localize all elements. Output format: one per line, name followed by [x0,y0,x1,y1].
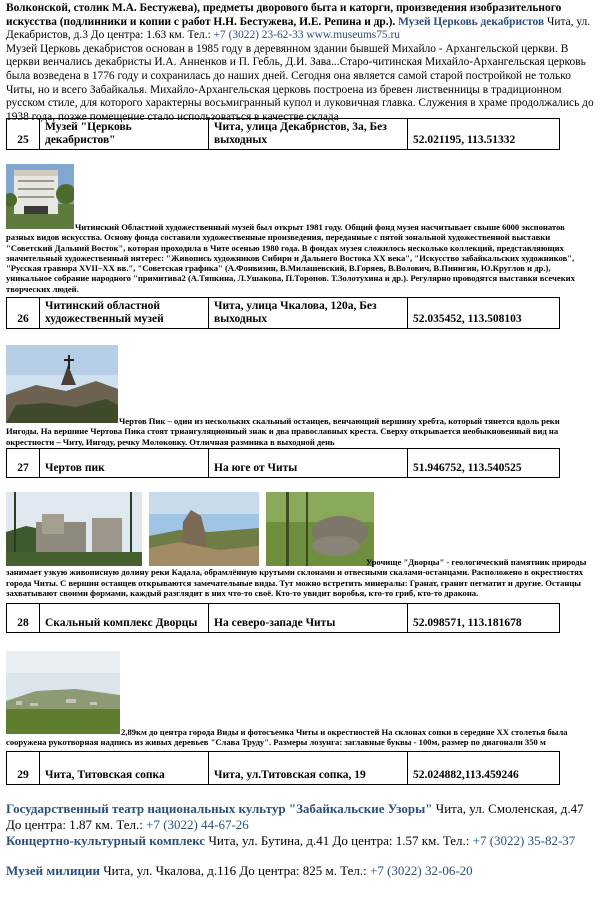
entry-26-table [6,297,594,329]
listing-theatre [6,801,594,833]
museum-site[interactable]: www.museums75.ru [306,29,400,42]
entry-name: Скальный комплекс Дворцы [40,604,209,633]
footer-listings [6,801,594,879]
entry-address: Чита, улица Декабристов, 3а, Без выходных [209,119,408,150]
entry-26 [6,164,594,294]
entry-description: Читинский Областной художественный музей был открыт 1981 году. Общий фонд музея насчитывает свыше 6000 экспонатов разных видов искусства. Основу фонда составили художественные произведения, переданные с пятой зональной художественной выставки "Советский Дальний Восток", которая проходила в Чите осенью 1980 года. В фондах музея сложилось несколько коллекций, представляющих значительный художественный интерес: "Живопись художников Сибири и Дальнего Востока XX века", "Искусство забайкальских художников", "Русская гравюра XVII–XX вв.", "Советская графика" (А.Фонвизин, В.Милашевский, В.Горяев, В.Волович, В.Пинигин, Ю.Круглов и др.), уникальное собрание народного "примитива2 (А.Тяпкина, Л.Ушакова, П.Торопов. Т.Золотухина и др.). Регулярно проводятся выставки всечеких творческих людей. [6,222,575,294]
listing-phone[interactable]: +7 (3022) 32-06-20 [370,863,473,878]
entry-28 [6,492,594,598]
dvortsy-photo-1 [6,492,142,566]
intro-line1: Волконской, столик М.А. Бестужева), предметы дворового быта и каторги, произведения изобразительного искусства (подлинники и копии с работ Н.Н. Бестужева, И.Е. Репина и др.). [6,2,562,28]
intro-body: Музей Церковь декабристов основан в 1985 году в деревянном здании бывшей Михайло - Архангельской церкви. В церкви венчались декабристы И.А. Анненков и П. Гебль, Д.И. Зава...Старо-читинская Михайло-Архангельская церковь была возведена в 1776 году и сохранилась до наших дней. Сегодня она является самой старой постройкой не только Читы, но и всего Забайкалья. Михайло-Архангельская церковь построена из бревен лиственницы в традиционном русском стиле, для которого характерны восьмигранный купол и луковичная главка. Служения в храме продолжались до 1938 года, позже помещение стало использоваться в качестве склада [6,42,594,123]
listing-title[interactable]: Государственный театр национальных культур "Забайкальские Узоры" [6,801,433,816]
entry-description: 2,89км до центра города Виды и фотосъемка Читы и окрестностей На склонах сопки в середине XX столетья была сооружена рукотворная надпись из живых деревьев "Слава Труду". Размеры лозунга: заглавные буквы - 100м, размер по диагонали 350 м [6,727,568,748]
entry-address: На северо-западе Читы [209,604,408,633]
museum-phone[interactable]: +7 (3022) 23-62-33 [213,29,304,42]
dvortsy-photo-3 [266,492,374,566]
devils-peak-photo [6,345,118,423]
entry-number: 29 [7,752,40,785]
entry-description: Чертов Пик – один из нескольких скальный останцев, венчающий вершину хребта, который тянется вдоль реки Ингоды. На вершине Чертова Пика стоят триангуляционный знак и два православных креста. Сверху открывается необыкновенный вид на окрестности – Читу, Ингоду, речку Молоковку. Отличная разминка в выходной день [6,416,560,447]
listing-title[interactable]: Музей милиции [6,863,100,878]
entry-27-table [6,448,594,478]
listing-text: Чита, ул. Смоленская, д.47 До центра: 1.87 км. Тел.: [6,801,584,832]
entry-coords: 51.946752, 113.540525 [408,449,560,478]
listing-text: Чита, ул. Чкалова, д.116 До центра: 825 м. Тел.: [99,863,370,878]
entry-number: 28 [7,604,40,633]
entry-address: На юге от Читы [209,449,408,478]
entry-address: Чита, улица Чкалова, 120а, Без выходных [209,298,408,329]
entry-table [6,118,560,150]
listing-police-museum [6,863,594,879]
listing-concert-complex [6,833,594,849]
entry-coords: 52.021195, 113.51332 [408,119,560,150]
intro-block [6,2,594,124]
entry-number: 25 [7,119,40,150]
listing-text: Чита, ул. Бутина, д.41 До центра: 1.57 км. Тел.: [205,833,473,848]
entry-name: Чита, Титовская сопка [40,752,209,785]
museum-address: Чита, ул. Декабристов, д.3 До центра: 1.63 км. Тел.: [6,15,591,42]
entry-29 [6,651,594,748]
dvortsy-photo-2 [149,492,259,566]
titovskaya-sopka-photo [6,651,120,734]
entry-name: Чертов пик [40,449,209,478]
entry-name: Музей "Церковь декабристов" [40,119,209,150]
listing-title[interactable]: Концертно-культурный комплекс [6,833,206,848]
entry-number: 27 [7,449,40,478]
entry-address: Чита, ул.Титовская сопка, 19 [209,752,408,785]
entry-25 [6,118,594,150]
entry-name: Читинский областной художественный музей [40,298,209,329]
listing-phone[interactable]: +7 (3022) 44-67-26 [146,817,249,832]
entry-coords: 52.098571, 113.181678 [408,604,560,633]
entry-description: Урочище "Дворцы" - геологический памятник природы занимает узкую живописную долину реки Кадала, обрамлённую крутыми склонами и отвесными скалами-останцами. Расположено в окрестностях города Читы. С вершин останцев открываются замечательные виды. Тут можно встретить минералы: Гранат, гранит пегматит и другие. Останцы захватывают своими формами, каждый разглядит в них что-то своё. Кто-то увидит воробья, кто-то гриб, кто-то дракона. [6,557,587,598]
entry-coords: 52.035452, 113.508103 [408,298,560,329]
entry-29-table [6,751,594,785]
entry-28-table [6,603,594,633]
entry-27 [6,345,594,447]
listing-phone[interactable]: +7 (3022) 35-82-37 [472,833,576,848]
museum-building-photo [6,164,74,229]
entry-coords: 52.024882,113.459246 [408,752,560,785]
museum-link[interactable]: Музей Церковь декабристов [398,15,545,28]
entry-number: 26 [7,298,40,329]
